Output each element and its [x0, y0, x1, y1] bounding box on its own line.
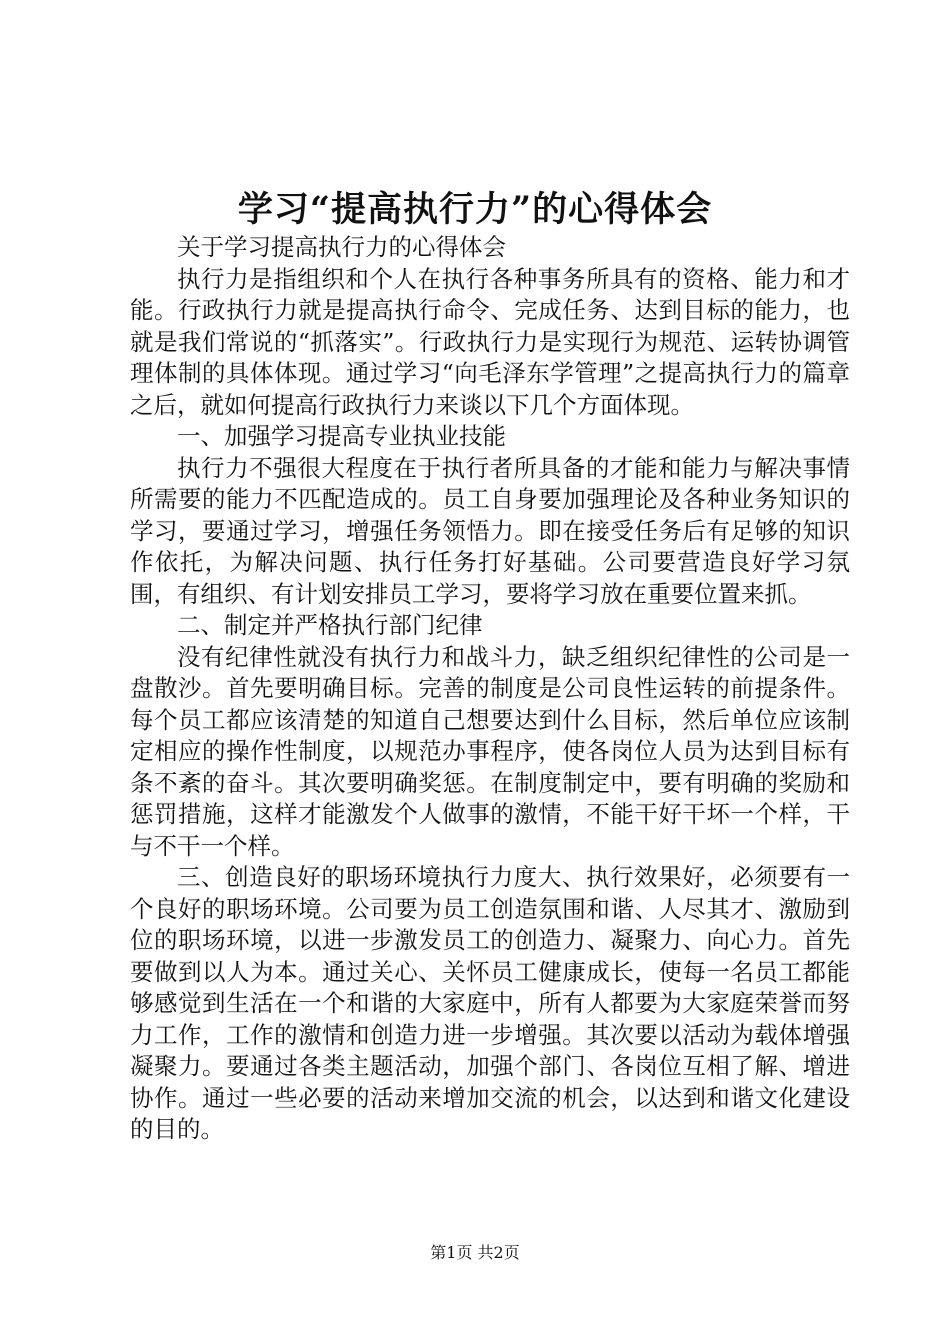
- page-footer: 第1页 共2页: [430, 1243, 520, 1262]
- paragraph-section-2: 没有纪律性就没有执行力和战斗力，缺乏组织纪律性的公司是一盘散沙。首先要明确目标。完善的制度是公司良性运转的前提条件。每个员工都应该清楚的知道自己想要达到什么目标，然后单位应该制定相应的操作性制度，以规范办事程序，使各岗位人员为达到目标有条不紊的奋斗。其次要明确奖惩。在制度制定中，要有明确的奖励和惩罚措施，这样才能激发个人做事的激情，不能干好干坏一个样，干与不干一个样。: [130, 642, 850, 860]
- document-body: [130, 232, 850, 1146]
- paragraph-definition: 执行力是指组织和个人在执行各种事务所具有的资格、能力和才能。行政执行力就是提高执行命令、完成任务、达到目标的能力，也就是我们常说的“抓落实”。行政执行力是实现行为规范、运转协调管理体制的具体体现。通过学习“向毛泽东学管理”之提高执行力的篇章之后，就如何提高行政执行力来谈以下几个方面体现。: [130, 264, 850, 419]
- section-heading-2: 二、制定并严格执行部门纪律: [177, 611, 483, 639]
- section-heading-1: 一、加强学习提高专业执业技能: [177, 422, 506, 450]
- paragraph-section-3: 三、创造良好的职场环境执行力度大、执行效果好，必须要有一个良好的职场环境。公司要为员工创造氛围和谐、人尽其才、激励到位的职场环境，以进一步激发员工的创造力、凝聚力、向心力。首先要做到以人为本。通过关心、关怀员工健康成长，使每一名员工都能够感觉到生活在一个和谐的大家庭中，所有人都要为大家庭荣誉而努力工作，工作的激情和创造力进一步增强。其次要以活动为载体增强凝聚力。要通过各类主题活动，加强个部门、各岗位互相了解、增进协作。通过一些必要的活动来增加交流的机会，以达到和谐文化建设的目的。: [130, 863, 850, 1143]
- document-title: 学习“提高执行力”的心得体会: [237, 189, 713, 230]
- paragraph-section-1: 执行力不强很大程度在于执行者所具备的才能和能力与解决事情所需要的能力不匹配造成的。员工自身要加强理论及各种业务知识的学习，要通过学习，增强任务领悟力。即在接受任务后有足够的知识作依托，为解决问题、执行任务打好基础。公司要营造良好学习氛围，有组织、有计划安排员工学习，要将学习放在重要位置来抓。: [130, 453, 850, 608]
- intro-line: 关于学习提高执行力的心得体会: [177, 233, 506, 261]
